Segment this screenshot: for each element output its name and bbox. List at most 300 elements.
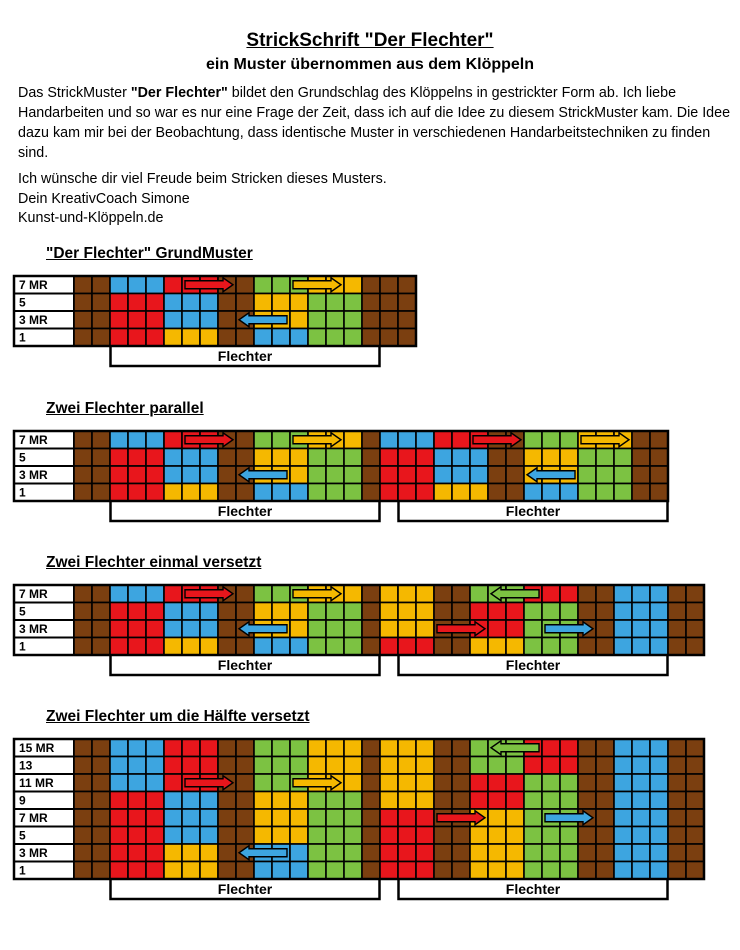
stitch-cell (452, 862, 470, 880)
stitch-cell (614, 739, 632, 757)
stitch-cell (488, 792, 506, 810)
stitch-cell (488, 466, 506, 484)
stitch-cell (236, 757, 254, 775)
stitch-cell (164, 431, 182, 449)
stitch-cell (434, 466, 452, 484)
stitch-cell (74, 276, 92, 294)
stitch-cell (308, 603, 326, 621)
stitch-cell (236, 294, 254, 312)
stitch-cell (614, 449, 632, 467)
stitch-cell (632, 827, 650, 845)
stitch-cell (542, 431, 560, 449)
stitch-cell (200, 739, 218, 757)
stitch-cell (182, 484, 200, 502)
stitch-cell (254, 484, 272, 502)
row-label: 3 MR (19, 846, 48, 860)
stitch-cell (308, 739, 326, 757)
stitch-cell (128, 603, 146, 621)
stitch-cell (92, 638, 110, 656)
stitch-cell (578, 449, 596, 467)
stitch-cell (164, 638, 182, 656)
stitch-cell (524, 431, 542, 449)
stitch-cell (164, 294, 182, 312)
stitch-cell (488, 757, 506, 775)
stitch-cell (182, 827, 200, 845)
stitch-cell (128, 294, 146, 312)
stitch-cell (452, 739, 470, 757)
stitch-cell (182, 638, 200, 656)
stitch-cell (146, 638, 164, 656)
stitch-cell (128, 844, 146, 862)
stitch-cell (182, 862, 200, 880)
stitch-cell (362, 792, 380, 810)
stitch-cell (200, 862, 218, 880)
stitch-cell (614, 827, 632, 845)
stitch-cell (290, 294, 308, 312)
section-title-einmal-versetzt: Zwei Flechter einmal versetzt (46, 554, 262, 571)
stitch-cell (146, 603, 164, 621)
stitch-cell (272, 603, 290, 621)
stitch-cell (290, 311, 308, 329)
closing-website: Kunst-und-Klöppeln.de (18, 210, 164, 226)
stitch-cell (182, 329, 200, 347)
stitch-cell (668, 638, 686, 656)
stitch-cell (614, 774, 632, 792)
stitch-cell (380, 757, 398, 775)
stitch-cell (686, 774, 704, 792)
flechter-label: Flechter (217, 881, 273, 897)
document-subtitle: ein Muster übernommen aus dem Klöppeln (205, 56, 535, 73)
stitch-cell (290, 757, 308, 775)
stitch-cell (218, 484, 236, 502)
stitch-cell (380, 276, 398, 294)
stitch-cell (398, 862, 416, 880)
stitch-cell (686, 638, 704, 656)
stitch-cell (524, 484, 542, 502)
stitch-cell (272, 739, 290, 757)
stitch-cell (398, 774, 416, 792)
stitch-cell (182, 757, 200, 775)
stitch-cell (434, 585, 452, 603)
stitch-cell (416, 466, 434, 484)
stitch-cell (92, 484, 110, 502)
stitch-cell (344, 294, 362, 312)
stitch-cell (254, 827, 272, 845)
stitch-cell (488, 638, 506, 656)
stitch-cell (434, 844, 452, 862)
stitch-cell (632, 484, 650, 502)
stitch-cell (110, 792, 128, 810)
stitch-cell (254, 792, 272, 810)
stitch-cell (164, 311, 182, 329)
stitch-cell (146, 620, 164, 638)
stitch-cell (650, 792, 668, 810)
stitch-cell (452, 827, 470, 845)
stitch-cell (74, 757, 92, 775)
stitch-cell (416, 827, 434, 845)
stitch-cell (650, 603, 668, 621)
stitch-cell (380, 449, 398, 467)
stitch-cell (110, 603, 128, 621)
stitch-cell (218, 603, 236, 621)
stitch-cell (416, 585, 434, 603)
stitch-cell (344, 739, 362, 757)
stitch-cell (344, 311, 362, 329)
stitch-cell (200, 329, 218, 347)
stitch-cell (488, 603, 506, 621)
stitch-cell (614, 484, 632, 502)
stitch-cell (614, 585, 632, 603)
stitch-cell (308, 466, 326, 484)
stitch-cell (650, 827, 668, 845)
stitch-cell (452, 792, 470, 810)
stitch-cell (506, 603, 524, 621)
stitch-cell (200, 792, 218, 810)
stitch-cell (74, 638, 92, 656)
stitch-cell (650, 774, 668, 792)
stitch-cell (398, 638, 416, 656)
stitch-cell (290, 809, 308, 827)
row-label: 1 (19, 863, 26, 878)
stitch-cell (344, 620, 362, 638)
stitch-cell (452, 466, 470, 484)
stitch-cell (362, 862, 380, 880)
stitch-cell (146, 431, 164, 449)
stitch-cell (596, 774, 614, 792)
stitch-cell (614, 638, 632, 656)
stitch-cell (596, 449, 614, 467)
stitch-cell (470, 466, 488, 484)
row-label: 13 (19, 758, 33, 773)
stitch-cell (686, 844, 704, 862)
stitch-cell (146, 329, 164, 347)
stitch-cell (92, 603, 110, 621)
stitch-cell (74, 294, 92, 312)
stitch-cell (362, 466, 380, 484)
stitch-cell (650, 620, 668, 638)
row-label: 5 (19, 604, 26, 619)
stitch-cell (308, 862, 326, 880)
stitch-cell (542, 638, 560, 656)
stitch-cell (560, 844, 578, 862)
stitch-cell (452, 757, 470, 775)
stitch-cell (92, 311, 110, 329)
stitch-cell (236, 603, 254, 621)
stitch-cell (164, 862, 182, 880)
stitch-cell (434, 774, 452, 792)
stitch-cell (200, 844, 218, 862)
stitch-cell (488, 484, 506, 502)
stitch-cell (110, 620, 128, 638)
stitch-cell (92, 585, 110, 603)
stitch-cell (74, 585, 92, 603)
stitch-cell (290, 844, 308, 862)
stitch-cell (596, 620, 614, 638)
stitch-cell (218, 311, 236, 329)
stitch-cell (362, 329, 380, 347)
stitch-cell (380, 809, 398, 827)
stitch-cell (110, 294, 128, 312)
stitch-cell (506, 484, 524, 502)
stitch-cell (236, 431, 254, 449)
stitch-cell (344, 844, 362, 862)
stitch-cell (92, 757, 110, 775)
stitch-cell (290, 466, 308, 484)
stitch-cell (182, 620, 200, 638)
stitch-cell (92, 862, 110, 880)
stitch-cell (470, 585, 488, 603)
stitch-cell (308, 638, 326, 656)
stitch-cell (578, 484, 596, 502)
stitch-cell (146, 449, 164, 467)
stitch-cell (632, 603, 650, 621)
stitch-cell (326, 484, 344, 502)
stitch-cell (596, 809, 614, 827)
stitch-cell (632, 431, 650, 449)
stitch-cell (92, 774, 110, 792)
stitch-cell (110, 638, 128, 656)
stitch-cell (560, 774, 578, 792)
stitch-cell (524, 757, 542, 775)
stitch-cell (128, 638, 146, 656)
stitch-cell (110, 739, 128, 757)
stitch-cell (434, 739, 452, 757)
stitch-cell (200, 449, 218, 467)
stitch-cell (398, 844, 416, 862)
stitch-cell (272, 757, 290, 775)
stitch-cell (74, 792, 92, 810)
stitch-cell (398, 449, 416, 467)
stitch-cell (524, 862, 542, 880)
stitch-cell (272, 774, 290, 792)
stitch-cell (398, 585, 416, 603)
stitch-cell (344, 862, 362, 880)
stitch-cell (74, 739, 92, 757)
stitch-cell (398, 827, 416, 845)
stitch-cell (686, 827, 704, 845)
stitch-cell (128, 466, 146, 484)
stitch-cell (560, 827, 578, 845)
stitch-cell (470, 484, 488, 502)
stitch-cell (164, 449, 182, 467)
stitch-cell (128, 862, 146, 880)
stitch-cell (416, 431, 434, 449)
stitch-cell (506, 774, 524, 792)
stitch-cell (236, 638, 254, 656)
stitch-cell (74, 827, 92, 845)
stitch-cell (686, 792, 704, 810)
stitch-cell (650, 739, 668, 757)
stitch-cell (110, 757, 128, 775)
stitch-cell (92, 329, 110, 347)
stitch-cell (668, 862, 686, 880)
stitch-cell (200, 757, 218, 775)
stitch-cell (488, 809, 506, 827)
stitch-cell (272, 484, 290, 502)
stitch-cell (146, 294, 164, 312)
stitch-cell (614, 466, 632, 484)
stitch-cell (74, 603, 92, 621)
stitch-cell (632, 638, 650, 656)
stitch-cell (308, 844, 326, 862)
stitch-cell (164, 774, 182, 792)
stitch-cell (290, 862, 308, 880)
stitch-cell (344, 757, 362, 775)
stitch-cell (218, 638, 236, 656)
stitch-cell (290, 792, 308, 810)
stitch-cell (308, 827, 326, 845)
stitch-cell (362, 844, 380, 862)
stitch-cell (236, 276, 254, 294)
stitch-cell (92, 276, 110, 294)
stitch-cell (434, 484, 452, 502)
stitch-cell (362, 431, 380, 449)
stitch-cell (524, 844, 542, 862)
stitch-cell (398, 603, 416, 621)
stitch-cell (578, 603, 596, 621)
stitch-cell (326, 757, 344, 775)
stitch-cell (308, 757, 326, 775)
stitch-cell (380, 638, 398, 656)
stitch-cell (326, 449, 344, 467)
document-title: StrickSchrift "Der Flechter" (246, 30, 494, 51)
stitch-cell (218, 329, 236, 347)
stitch-cell (596, 466, 614, 484)
stitch-cell (182, 603, 200, 621)
stitch-cell (362, 294, 380, 312)
stitch-cell (344, 329, 362, 347)
stitch-cell (560, 431, 578, 449)
stitch-cell (434, 757, 452, 775)
stitch-cell (452, 449, 470, 467)
stitch-cell (218, 449, 236, 467)
stitch-cell (110, 774, 128, 792)
stitch-cell (632, 739, 650, 757)
row-label: 5 (19, 828, 26, 843)
stitch-cell (254, 329, 272, 347)
stitch-cell (632, 792, 650, 810)
row-label: 15 MR (19, 741, 55, 755)
stitch-cell (128, 757, 146, 775)
stitch-cell (200, 466, 218, 484)
stitch-cell (470, 449, 488, 467)
stitch-cell (128, 827, 146, 845)
stitch-cell (272, 862, 290, 880)
stitch-cell (236, 809, 254, 827)
stitch-cell (254, 774, 272, 792)
stitch-cell (74, 620, 92, 638)
stitch-cell (146, 757, 164, 775)
stitch-cell (596, 757, 614, 775)
stitch-cell (110, 484, 128, 502)
row-label: 1 (19, 639, 26, 654)
stitch-cell (614, 862, 632, 880)
row-label: 1 (19, 330, 26, 345)
stitch-cell (146, 311, 164, 329)
stitch-cell (542, 449, 560, 467)
stitch-cell (398, 329, 416, 347)
stitch-cell (596, 603, 614, 621)
flechter-label: Flechter (505, 881, 561, 897)
stitch-cell (524, 638, 542, 656)
stitch-cell (110, 809, 128, 827)
stitch-cell (128, 329, 146, 347)
stitch-cell (668, 585, 686, 603)
closing-wish: Ich wünsche dir viel Freude beim Stricken dieses Musters. (18, 171, 387, 187)
stitch-cell (668, 757, 686, 775)
stitch-cell (344, 809, 362, 827)
stitch-cell (110, 862, 128, 880)
row-label: 5 (19, 295, 26, 310)
stitch-cell (110, 329, 128, 347)
stitch-cell (488, 620, 506, 638)
stitch-cell (506, 620, 524, 638)
stitch-cell (308, 809, 326, 827)
stitch-cell (524, 792, 542, 810)
stitch-cell (632, 585, 650, 603)
stitch-cell (254, 603, 272, 621)
stitch-cell (560, 757, 578, 775)
stitch-cell (668, 844, 686, 862)
stitch-cell (398, 620, 416, 638)
stitch-cell (650, 757, 668, 775)
stitch-cell (380, 774, 398, 792)
flechter-label: Flechter (505, 657, 561, 673)
stitch-cell (650, 585, 668, 603)
stitch-cell (254, 431, 272, 449)
stitch-cell (272, 329, 290, 347)
stitch-cell (344, 585, 362, 603)
closing-signature: Dein KreativCoach Simone (18, 190, 190, 207)
stitch-cell (326, 311, 344, 329)
stitch-cell (416, 792, 434, 810)
stitch-cell (128, 809, 146, 827)
stitch-cell (380, 827, 398, 845)
stitch-cell (398, 431, 416, 449)
stitch-cell (74, 809, 92, 827)
stitch-cell (416, 757, 434, 775)
stitch-cell (218, 294, 236, 312)
stitch-cell (128, 449, 146, 467)
stitch-cell (668, 827, 686, 845)
stitch-cell (128, 431, 146, 449)
stitch-cell (596, 585, 614, 603)
stitch-cell (164, 792, 182, 810)
stitch-cell (290, 449, 308, 467)
stitch-cell (578, 638, 596, 656)
stitch-cell (470, 603, 488, 621)
intro-text-start: Das StrickMuster (18, 85, 131, 101)
stitch-cell (524, 620, 542, 638)
stitch-cell (560, 585, 578, 603)
stitch-cell (578, 827, 596, 845)
stitch-cell (128, 774, 146, 792)
stitch-cell (128, 484, 146, 502)
stitch-cell (200, 638, 218, 656)
stitch-cell (560, 792, 578, 810)
intro-paragraph (18, 83, 733, 163)
stitch-cell (650, 484, 668, 502)
stitch-cell (326, 329, 344, 347)
stitch-cell (362, 827, 380, 845)
stitch-cell (380, 585, 398, 603)
stitch-cell (686, 809, 704, 827)
stitch-cell (236, 792, 254, 810)
stitch-cell (488, 844, 506, 862)
stitch-cell (380, 294, 398, 312)
flechter-label: Flechter (217, 348, 273, 364)
stitch-cell (668, 620, 686, 638)
